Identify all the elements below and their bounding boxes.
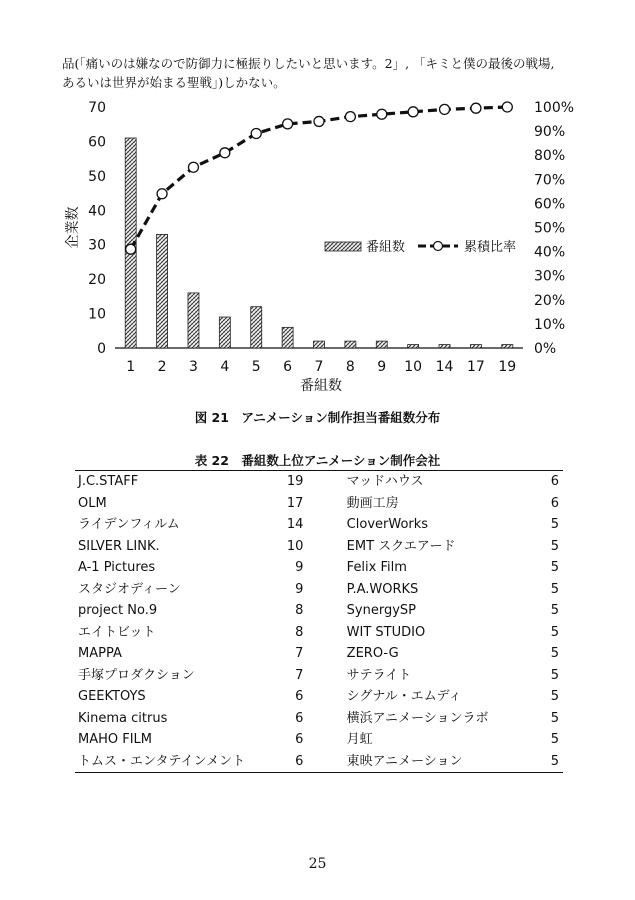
company-name: SILVER LINK. bbox=[78, 538, 160, 554]
program-count: 6 bbox=[550, 474, 559, 489]
y2-tick-label: 20% bbox=[534, 292, 566, 309]
column-gap bbox=[303, 471, 343, 493]
program-count: 7 bbox=[295, 646, 304, 661]
cumulative-point-7 bbox=[314, 116, 324, 126]
program-count-chart bbox=[0, 96, 635, 406]
company-name: A-1 Pictures bbox=[78, 560, 156, 575]
x-tick-label: 5 bbox=[251, 359, 261, 375]
y2-tick-label: 50% bbox=[534, 220, 566, 237]
program-count: 8 bbox=[295, 603, 304, 618]
column-gap bbox=[303, 643, 343, 665]
cumulative-point-8 bbox=[345, 112, 355, 122]
x-tick-label: 14 bbox=[435, 359, 454, 375]
table-row bbox=[75, 493, 563, 515]
chart-legend bbox=[325, 239, 516, 255]
program-count: 5 bbox=[550, 732, 559, 747]
bar-6 bbox=[282, 327, 293, 348]
x-tick-label: 3 bbox=[189, 359, 198, 375]
column-gap bbox=[303, 751, 343, 773]
y-tick-label: 60 bbox=[88, 134, 106, 151]
column-gap bbox=[303, 686, 343, 708]
y-tick-label: 10 bbox=[88, 306, 106, 323]
company-name: 動画工房 bbox=[346, 495, 399, 511]
program-count: 19 bbox=[286, 474, 304, 489]
cumulative-line bbox=[131, 107, 508, 249]
bar-8 bbox=[345, 341, 356, 348]
y-axis-title: 企業数 bbox=[65, 206, 81, 249]
y-tick-label: 50 bbox=[88, 168, 106, 185]
column-gap bbox=[303, 729, 343, 751]
company-name: 月虹 bbox=[346, 732, 373, 747]
cumulative-point-10 bbox=[408, 107, 418, 117]
y-tick-label: 70 bbox=[88, 100, 106, 116]
program-count: 5 bbox=[550, 689, 559, 704]
cumulative-point-4 bbox=[220, 148, 230, 158]
x-axis-title: 番組数 bbox=[300, 378, 342, 394]
program-count: 5 bbox=[550, 710, 559, 726]
bar-19 bbox=[502, 345, 513, 348]
company-name: シグナル・エムディ bbox=[346, 689, 462, 704]
program-count: 6 bbox=[295, 732, 304, 747]
program-count: 5 bbox=[550, 538, 559, 554]
program-count: 9 bbox=[295, 560, 304, 575]
program-count: 6 bbox=[295, 689, 304, 704]
company-name: Felix Film bbox=[346, 560, 407, 575]
x-tick-label: 17 bbox=[467, 359, 485, 375]
company-name: トムス・エンタテインメント bbox=[78, 753, 246, 769]
company-name: J.C.STAFF bbox=[78, 474, 139, 489]
program-count: 9 bbox=[295, 581, 304, 597]
company-name: 手塚プロダクション bbox=[78, 667, 195, 683]
x-tick-label: 1 bbox=[126, 359, 136, 375]
bar-series bbox=[125, 138, 513, 348]
bar-7 bbox=[314, 341, 325, 348]
bar-9 bbox=[376, 341, 387, 348]
column-gap bbox=[303, 536, 343, 558]
company-name: OLM bbox=[78, 495, 107, 511]
table-row bbox=[75, 557, 563, 579]
x-tick-label: 9 bbox=[377, 359, 387, 375]
company-name: MAPPA bbox=[78, 646, 122, 661]
table-row bbox=[75, 622, 563, 644]
table-row bbox=[75, 514, 563, 536]
cumulative-point-2 bbox=[157, 189, 167, 199]
figure-caption: 図 21 アニメーション制作担当番組数分布 bbox=[194, 410, 441, 425]
company-name: MAHO FILM bbox=[78, 732, 153, 747]
y-tick-label: 30 bbox=[88, 237, 106, 254]
program-count: 5 bbox=[550, 560, 559, 575]
y2-tick-label: 70% bbox=[534, 172, 566, 189]
program-count: 5 bbox=[550, 603, 559, 618]
page-number: 25 bbox=[308, 856, 327, 872]
company-name: サテライト bbox=[346, 667, 412, 683]
company-name: エイトビット bbox=[78, 624, 156, 640]
cumulative-point-14 bbox=[440, 104, 450, 114]
program-count: 8 bbox=[295, 624, 304, 640]
column-gap bbox=[303, 708, 343, 730]
y2-tick-label: 100% bbox=[534, 100, 575, 116]
program-count: 7 bbox=[295, 667, 304, 683]
program-count: 6 bbox=[295, 753, 304, 769]
program-count: 17 bbox=[286, 495, 304, 511]
legend-line-label: 累積比率 bbox=[464, 240, 517, 255]
table-row bbox=[75, 600, 563, 622]
bar-2 bbox=[157, 234, 168, 348]
program-count: 5 bbox=[550, 624, 559, 640]
program-count: 6 bbox=[295, 710, 304, 726]
company-name: Kinema citrus bbox=[78, 710, 168, 726]
y2-tick-label: 30% bbox=[534, 268, 566, 285]
intro-paragraph bbox=[62, 54, 582, 92]
company-name: マッドハウス bbox=[346, 474, 424, 489]
y2-tick-label: 10% bbox=[534, 316, 566, 333]
cumulative-point-9 bbox=[377, 109, 387, 119]
company-name: GEEKTOYS bbox=[78, 689, 146, 704]
cumulative-point-5 bbox=[251, 129, 261, 139]
table-row bbox=[75, 686, 563, 708]
company-name: EMT スクエアード bbox=[346, 538, 456, 554]
cumulative-point-6 bbox=[283, 119, 293, 129]
y2-tick-label: 40% bbox=[534, 244, 566, 261]
table-row bbox=[75, 751, 563, 773]
x-tick-label: 8 bbox=[345, 359, 355, 375]
legend-bar-swatch bbox=[325, 242, 361, 251]
company-name: 横浜アニメーションラボ bbox=[346, 710, 489, 726]
company-name: WIT STUDIO bbox=[346, 624, 426, 640]
bar-3 bbox=[188, 293, 199, 348]
cumulative-point-17 bbox=[471, 103, 481, 113]
cumulative-point-19 bbox=[502, 102, 512, 112]
x-tick-label: 10 bbox=[404, 359, 423, 375]
legend-line-marker bbox=[434, 242, 443, 251]
company-name: 東映アニメーション bbox=[346, 753, 463, 769]
table-row bbox=[75, 536, 563, 558]
x-tick-label: 2 bbox=[157, 359, 167, 375]
intro-line-2: あるいは世界が始まる聖戦」)しかない。 bbox=[62, 75, 286, 90]
legend-bar-label: 番組数 bbox=[366, 240, 406, 255]
column-gap bbox=[303, 600, 343, 622]
column-gap bbox=[303, 557, 343, 579]
x-tick-label: 6 bbox=[283, 359, 293, 375]
program-count: 5 bbox=[550, 517, 559, 532]
program-count: 10 bbox=[286, 538, 304, 554]
program-count: 6 bbox=[550, 495, 559, 511]
company-name: SynergySP bbox=[346, 603, 417, 618]
y2-tick-label: 90% bbox=[534, 124, 566, 141]
column-gap bbox=[303, 514, 343, 536]
column-gap bbox=[303, 665, 343, 687]
cumulative-point-3 bbox=[188, 162, 198, 172]
program-count: 5 bbox=[550, 667, 559, 683]
x-tick-label: 19 bbox=[498, 359, 517, 375]
column-gap bbox=[303, 622, 343, 644]
intro-line-1: 品(「痛いのは嫌なので防御力に極振りしたいと思います。2」, 「キミと僕の最後の戦場, bbox=[62, 56, 555, 71]
table-caption: 表 22 番組数上位アニメーション制作会社 bbox=[194, 453, 441, 468]
company-name: ZERO-G bbox=[346, 646, 399, 661]
y2-tick-label: 0% bbox=[534, 341, 557, 357]
company-name: CloverWorks bbox=[346, 517, 429, 532]
table-row bbox=[75, 729, 563, 751]
company-name: スタジオディーン bbox=[78, 581, 181, 597]
table-row bbox=[75, 471, 563, 493]
y-tick-label: 20 bbox=[88, 272, 106, 289]
column-gap bbox=[303, 493, 343, 515]
bar-4 bbox=[219, 317, 230, 348]
program-count: 5 bbox=[550, 646, 559, 661]
table-row bbox=[75, 579, 563, 601]
program-count: 5 bbox=[550, 753, 559, 769]
y2-tick-label: 60% bbox=[534, 196, 566, 213]
company-name: project No.9 bbox=[78, 603, 158, 618]
company-name: P.A.WORKS bbox=[346, 581, 419, 597]
program-count: 5 bbox=[550, 581, 559, 597]
column-gap bbox=[303, 579, 343, 601]
bar-14 bbox=[439, 345, 450, 348]
company-table bbox=[75, 470, 563, 773]
bar-17 bbox=[470, 345, 481, 348]
line-series bbox=[126, 102, 513, 254]
bar-10 bbox=[408, 345, 419, 348]
bar-5 bbox=[251, 307, 262, 348]
table-row bbox=[75, 708, 563, 730]
x-tick-label: 4 bbox=[220, 359, 230, 375]
cumulative-point-1 bbox=[126, 244, 136, 254]
program-count: 14 bbox=[286, 517, 304, 532]
table-row bbox=[75, 643, 563, 665]
table-row bbox=[75, 665, 563, 687]
company-name: ライデンフィルム bbox=[78, 517, 180, 532]
y-tick-label: 40 bbox=[88, 203, 106, 220]
x-tick-label: 7 bbox=[314, 359, 324, 375]
y2-tick-label: 80% bbox=[534, 148, 566, 165]
y-tick-label: 0 bbox=[97, 341, 106, 357]
